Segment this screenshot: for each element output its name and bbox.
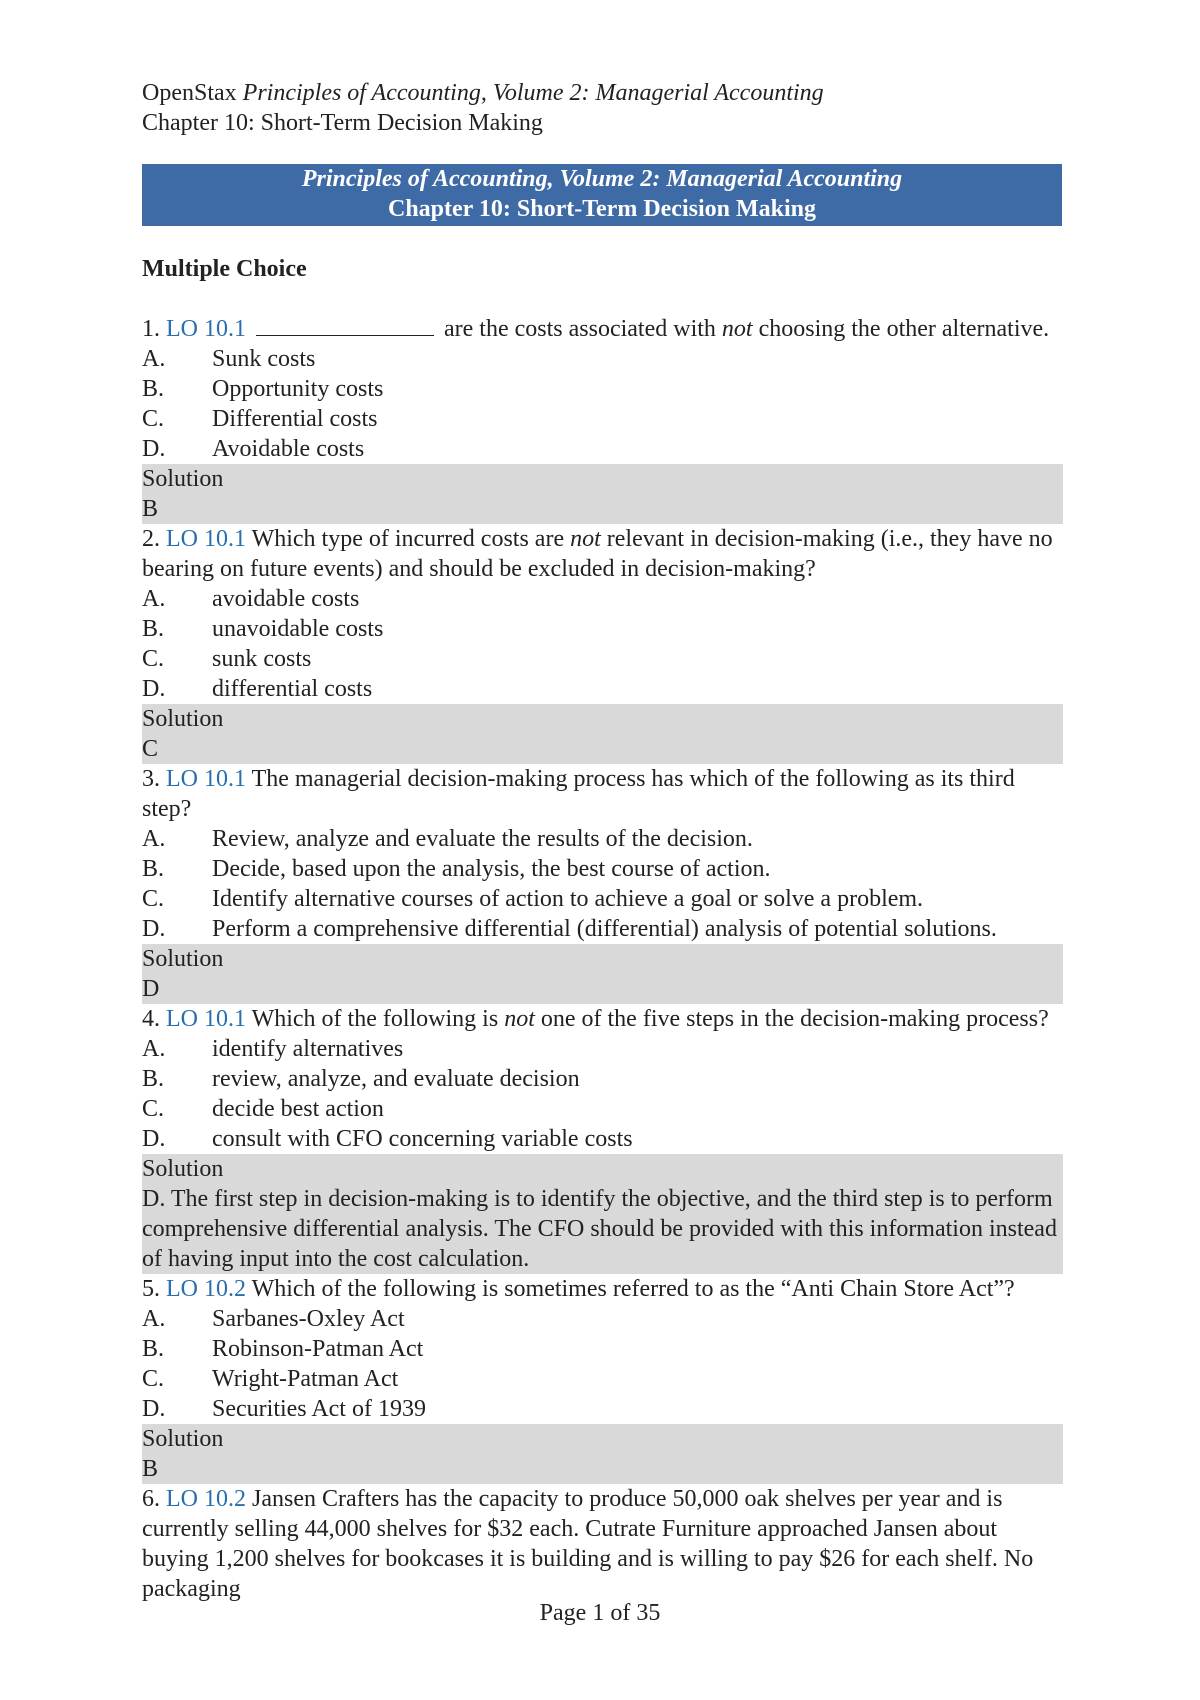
- learning-objective-link[interactable]: LO 10.1: [166, 316, 246, 342]
- learning-objective-link[interactable]: LO 10.1: [166, 526, 246, 552]
- solution-label: Solution: [142, 1156, 224, 1182]
- question-stem: 3. LO 10.1 The managerial decision-making process has which of the following as its third step?: [142, 766, 1015, 822]
- solution-answer: D. The first step in decision-making is to identify the objective, and the third step is to perform comprehensive differential analysis. The CFO should be provided with this information instead of having input into the cost calculation.: [142, 1186, 1057, 1272]
- running-header-chapter: Chapter 10: Short-Term Decision Making: [142, 110, 543, 136]
- solution-box: [142, 944, 1063, 1004]
- solution-answer: D: [142, 976, 160, 1002]
- solution-box: [142, 1154, 1063, 1274]
- question-4: [142, 1004, 1062, 1274]
- question-stem: 6. LO 10.2 Jansen Crafters has the capacity to produce 50,000 oak shelves per year and is currently selling 44,000 shelves for $32 each. Cutrate Furniture approached Jansen about buying 1,200 shelves for bookcases it is building and is willing to pay $26 for each shelf. No packaging: [142, 1486, 1034, 1602]
- option-c: C. sunk costs: [142, 646, 312, 672]
- option-a: A. Sunk costs: [142, 346, 316, 372]
- question-1: [142, 314, 1062, 524]
- question-stem: 2. LO 10.1 Which type of incurred costs are not relevant in decision-making (i.e., they have no bearing on future events) and should be excluded in decision-making?: [142, 526, 1053, 582]
- page-number-footer: Page 1 of 35: [539, 1600, 661, 1626]
- option-d: D. Avoidable costs: [142, 436, 365, 462]
- option-c: C. decide best action: [142, 1096, 384, 1122]
- solution-box: [142, 704, 1063, 764]
- option-a: A. Sarbanes-Oxley Act: [142, 1306, 405, 1332]
- option-a: A. identify alternatives: [142, 1036, 404, 1062]
- question-3: [142, 764, 1062, 1004]
- running-header-title: OpenStax Principles of Accounting, Volume 2: Managerial Accounting: [142, 80, 824, 106]
- question-stem: 4. LO 10.1 Which of the following is not one of the five steps in the decision-making process?: [142, 1006, 1049, 1032]
- solution-box: [142, 1424, 1063, 1484]
- banner-chapter: Chapter 10: Short-Term Decision Making: [388, 196, 816, 222]
- learning-objective-link[interactable]: LO 10.2: [166, 1276, 246, 1302]
- solution-label: Solution: [142, 466, 224, 492]
- fill-in-blank: [256, 315, 434, 336]
- question-5: [142, 1274, 1062, 1484]
- question-stem: 5. LO 10.2 Which of the following is sometimes referred to as the “Anti Chain Store Act”?: [142, 1276, 1015, 1302]
- solution-label: Solution: [142, 946, 224, 972]
- option-b: B. Opportunity costs: [142, 376, 384, 402]
- option-c: C. Wright-Patman Act: [142, 1366, 399, 1392]
- option-b: B. unavoidable costs: [142, 616, 384, 642]
- option-c: C. Identify alternative courses of action to achieve a goal or solve a problem.: [142, 886, 924, 912]
- solution-box: [142, 464, 1063, 524]
- section-title: Multiple Choice: [142, 256, 307, 282]
- question-stem: 1. LO 10.1 are the costs associated with not choosing the other alternative.: [142, 316, 1050, 342]
- option-d: D. Perform a comprehensive differential (differential) analysis of potential solutions.: [142, 916, 997, 942]
- banner-title: Principles of Accounting, Volume 2: Managerial Accounting: [301, 166, 903, 192]
- option-c: C. Differential costs: [142, 406, 378, 432]
- solution-answer: B: [142, 1456, 159, 1482]
- option-d: D. consult with CFO concerning variable costs: [142, 1126, 633, 1152]
- option-b: B. Decide, based upon the analysis, the best course of action.: [142, 856, 771, 882]
- option-a: A. avoidable costs: [142, 586, 360, 612]
- option-d: D. differential costs: [142, 676, 373, 702]
- question-2: [142, 524, 1062, 764]
- solution-answer: C: [142, 736, 159, 762]
- learning-objective-link[interactable]: LO 10.1: [166, 766, 246, 792]
- title-banner: [142, 164, 1062, 226]
- solution-answer: B: [142, 496, 159, 522]
- option-d: D. Securities Act of 1939: [142, 1396, 426, 1422]
- solution-label: Solution: [142, 706, 224, 732]
- learning-objective-link[interactable]: LO 10.2: [166, 1486, 246, 1512]
- learning-objective-link[interactable]: LO 10.1: [166, 1006, 246, 1032]
- document-page: [142, 78, 1062, 1604]
- option-a: A. Review, analyze and evaluate the results of the decision.: [142, 826, 753, 852]
- option-b: B. review, analyze, and evaluate decision: [142, 1066, 580, 1092]
- option-b: B. Robinson-Patman Act: [142, 1336, 424, 1362]
- solution-label: Solution: [142, 1426, 224, 1452]
- question-6: [142, 1484, 1062, 1604]
